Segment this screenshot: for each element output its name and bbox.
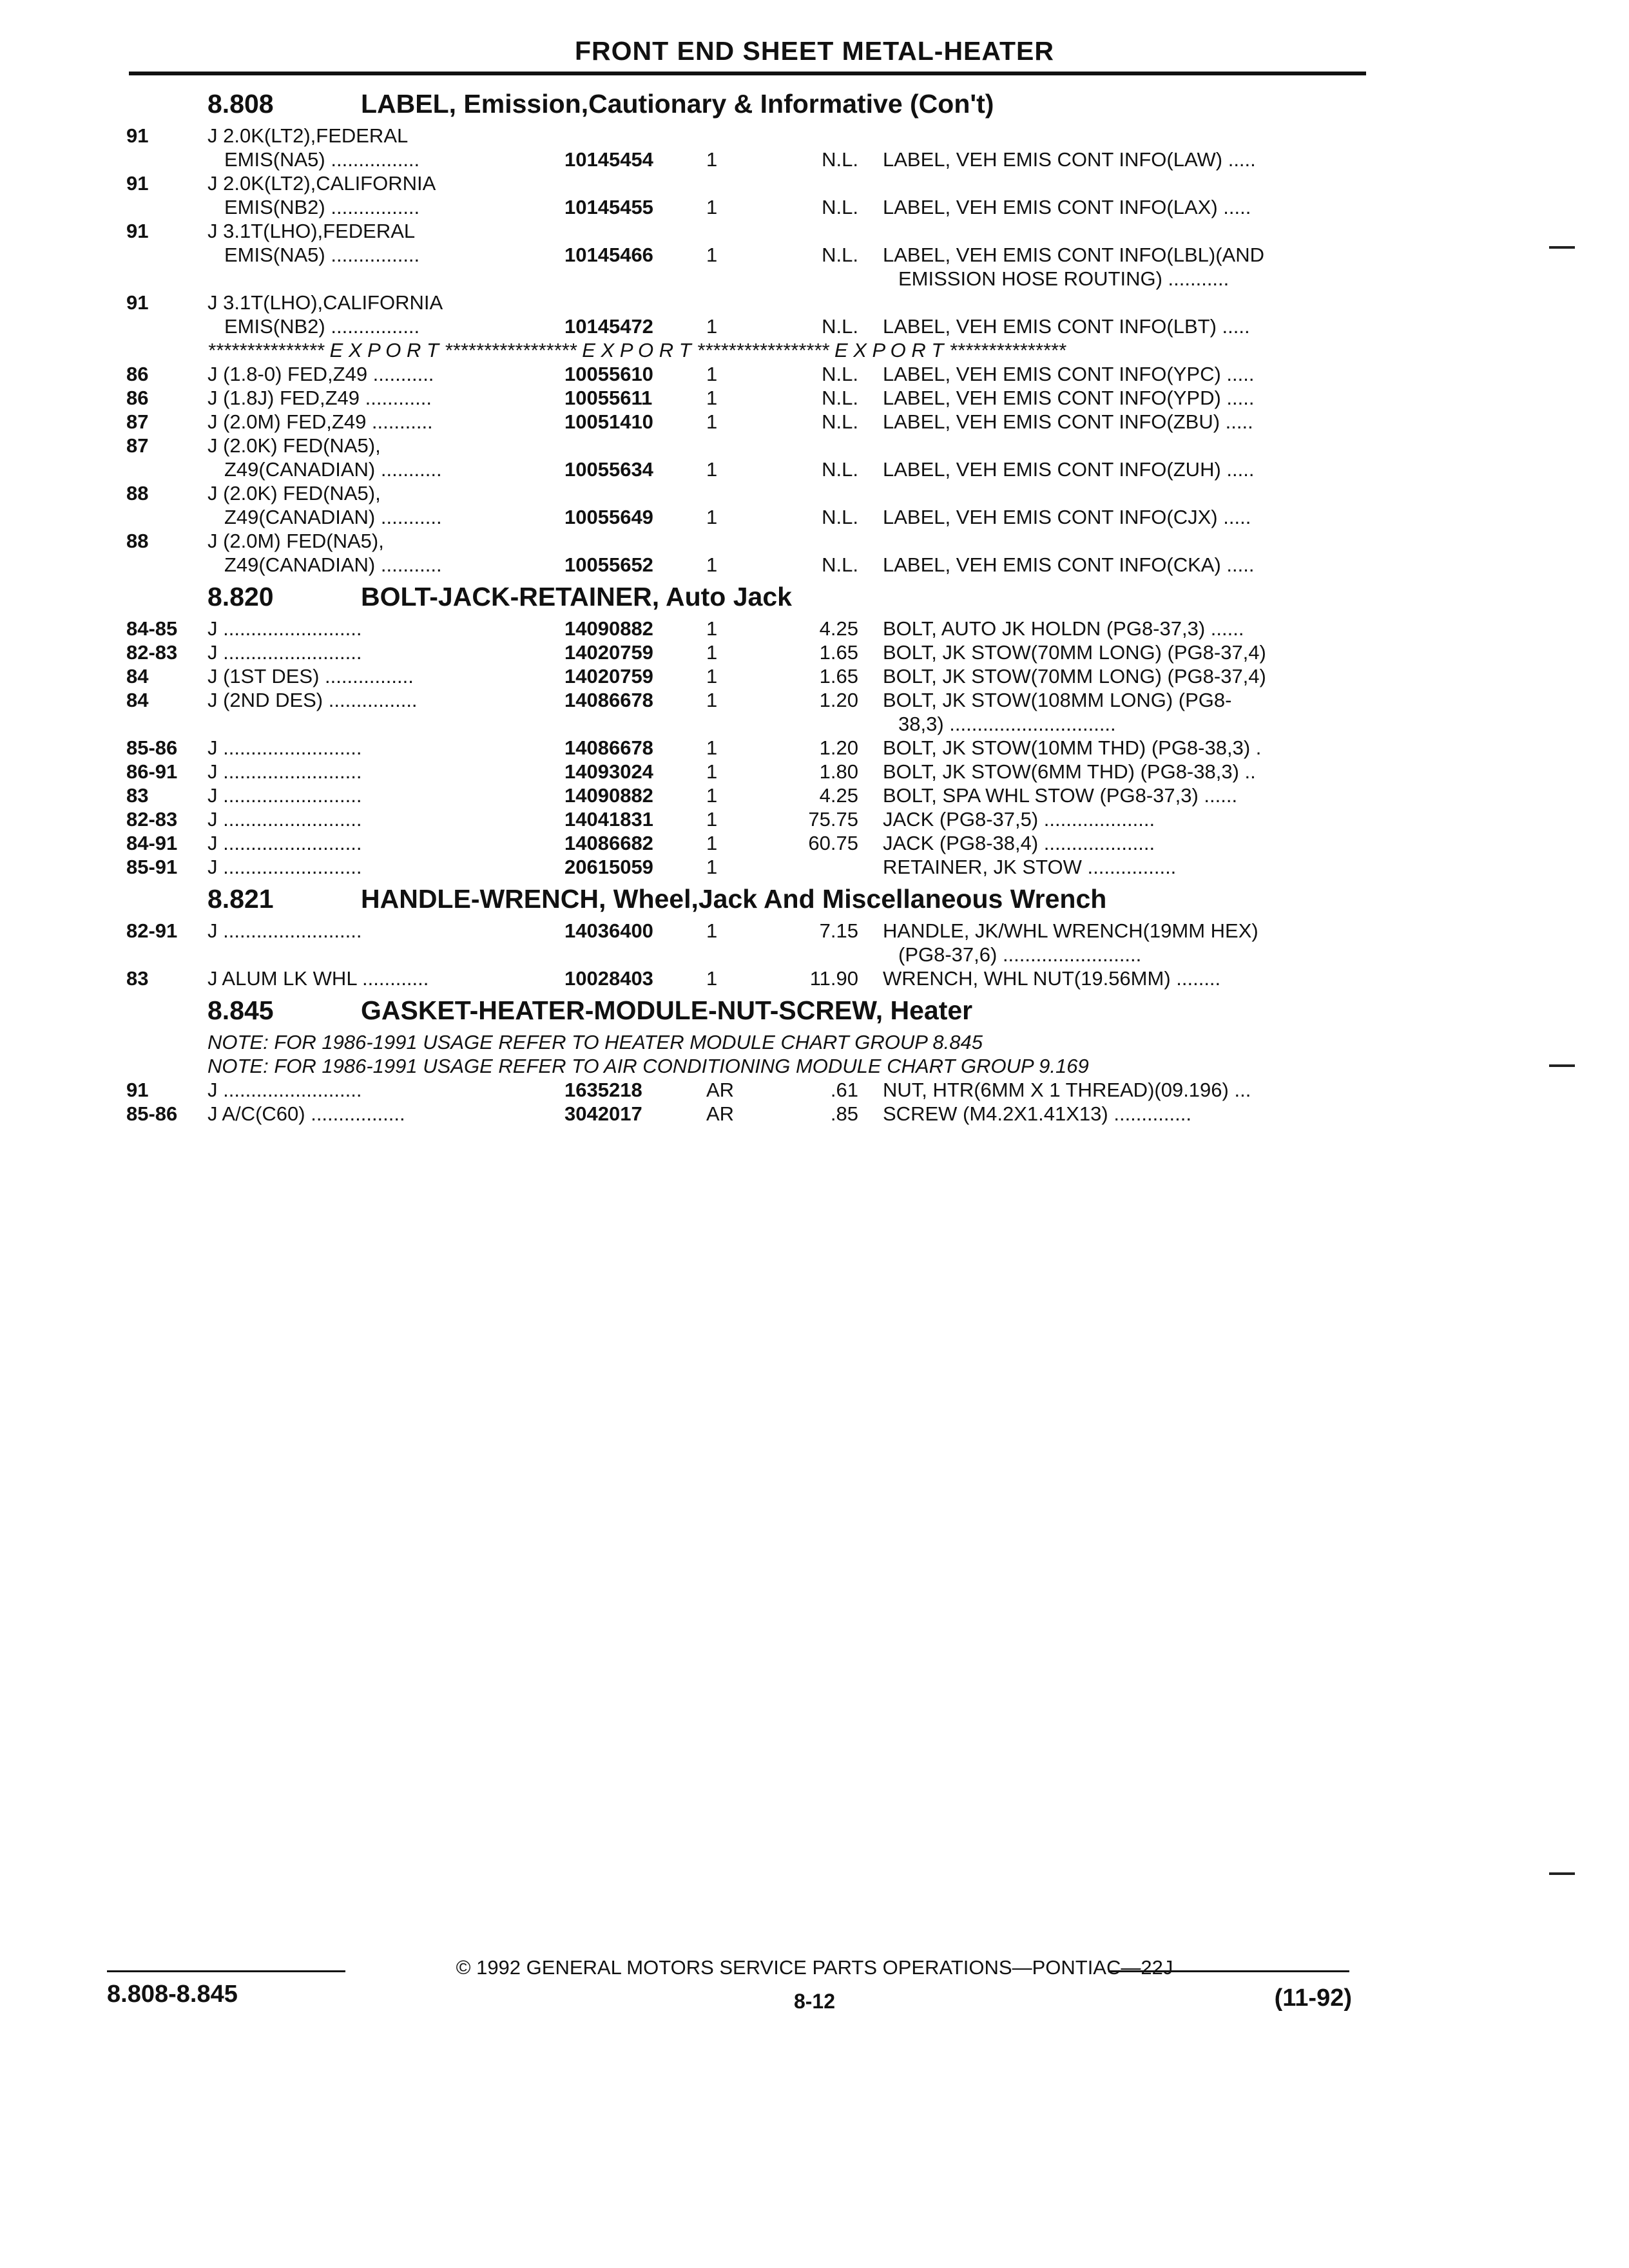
part-number-cell: 14036400 [564, 919, 653, 942]
header-rule [129, 72, 1366, 75]
section-title: BOLT-JACK-RETAINER, Auto Jack [361, 582, 792, 611]
usage-note [0, 1030, 1629, 1054]
section-header [0, 84, 1629, 124]
description-cell: J ......................... [207, 617, 362, 640]
note-text: NOTE: FOR 1986-1991 USAGE REFER TO HEATER MODULE CHART GROUP 8.845 [207, 1031, 983, 1053]
edge-mark [1549, 1872, 1575, 1875]
description-cell: J 3.1T(LHO),FEDERAL [207, 220, 416, 242]
table-row [0, 919, 1629, 943]
part-name-cell: RETAINER, JK STOW ................ [883, 856, 1177, 878]
part-number-cell: 10145472 [564, 315, 653, 338]
part-number-cell: 14020759 [564, 641, 653, 664]
quantity-cell: 1 [706, 244, 718, 266]
year-cell: 84 [126, 665, 149, 687]
quantity-cell: 1 [706, 856, 718, 878]
quantity-cell: 1 [706, 736, 718, 759]
year-cell: 85-91 [126, 856, 178, 878]
table-row [0, 712, 1629, 736]
year-cell: 84-85 [126, 617, 178, 640]
part-name-cell: JACK (PG8-37,5) .................... [883, 808, 1155, 831]
quantity-cell: 1 [706, 967, 718, 990]
description-cont-cell: EMIS(NA5) ................ [224, 244, 420, 266]
section-title: GASKET-HEATER-MODULE-NUT-SCREW, Heater [361, 995, 973, 1025]
table-row [0, 434, 1629, 457]
table-row [0, 855, 1629, 879]
year-cell: 86 [126, 363, 149, 385]
price-cell: N.L. [822, 196, 858, 218]
part-name-cell: LABEL, VEH EMIS CONT INFO(ZUH) ..... [883, 458, 1255, 481]
part-number-cell: 10145454 [564, 148, 653, 171]
part-number-cell: 10055634 [564, 458, 653, 481]
section-title: HANDLE-WRENCH, Wheel,Jack And Miscellaneous Wrench [361, 884, 1107, 914]
quantity-cell: 1 [706, 458, 718, 481]
quantity-cell: 1 [706, 919, 718, 942]
part-number-cell: 14086678 [564, 736, 653, 759]
description-cell: J 2.0K(LT2),FEDERAL [207, 124, 409, 147]
description-cell: J (1.8-0) FED,Z49 ........... [207, 363, 434, 385]
part-name-cell: LABEL, VEH EMIS CONT INFO(CJX) ..... [883, 506, 1251, 528]
price-cell: N.L. [822, 458, 858, 481]
description-cell: J (2.0K) FED(NA5), [207, 482, 381, 505]
description-cell: J ALUM LK WHL ............ [207, 967, 429, 990]
description-cont-cell: Z49(CANADIAN) ........... [224, 553, 442, 576]
section-number: 8.808 [207, 89, 274, 119]
part-name-cell: NUT, HTR(6MM X 1 THREAD)(09.196) ... [883, 1079, 1251, 1101]
quantity-cell: 1 [706, 196, 718, 218]
quantity-cell: 1 [706, 506, 718, 528]
table-row [0, 736, 1629, 760]
quantity-cell: AR [706, 1102, 735, 1125]
part-number-cell: 14086678 [564, 689, 653, 711]
part-number-cell: 10051410 [564, 410, 653, 433]
table-row [0, 267, 1629, 291]
part-name-cell: LABEL, VEH EMIS CONT INFO(LBT) ..... [883, 315, 1250, 338]
price-cell: 60.75 [808, 832, 858, 854]
price-cell: 1.20 [819, 736, 858, 759]
quantity-cell: 1 [706, 808, 718, 831]
quantity-cell: 1 [706, 387, 718, 409]
part-name-cell: LABEL, VEH EMIS CONT INFO(YPC) ..... [883, 363, 1255, 385]
year-cell: 87 [126, 410, 149, 433]
price-cell: 75.75 [808, 808, 858, 831]
year-cell: 82-83 [126, 641, 178, 664]
part-number-cell: 10055610 [564, 363, 653, 385]
price-cell: N.L. [822, 410, 858, 433]
part-name-cell: LABEL, VEH EMIS CONT INFO(LBL)(AND [883, 244, 1264, 266]
price-cell: 4.25 [819, 617, 858, 640]
table-row [0, 410, 1629, 434]
price-cell: 1.65 [819, 641, 858, 664]
export-divider-text: *************** E X P O R T ***************** E X P O R T ***************** E X P O R T *************** [207, 339, 1066, 361]
description-cell: J ......................... [207, 856, 362, 878]
part-name-cell: BOLT, JK STOW(70MM LONG) (PG8-37,4) [883, 641, 1266, 664]
table-row [0, 943, 1629, 966]
price-cell: N.L. [822, 148, 858, 171]
table-row [0, 457, 1629, 481]
description-cell: J ......................... [207, 784, 362, 807]
table-row [0, 664, 1629, 688]
page-title: FRONT END SHEET METAL-HEATER [575, 36, 1054, 66]
price-cell: N.L. [822, 244, 858, 266]
quantity-cell: 1 [706, 760, 718, 783]
export-divider [0, 338, 1629, 362]
description-cell: J (1ST DES) ................ [207, 665, 414, 687]
description-cell: J 2.0K(LT2),CALIFORNIA [207, 172, 436, 195]
description-cell: J A/C(C60) ................. [207, 1102, 405, 1125]
section-number: 8.820 [207, 582, 274, 611]
table-row [0, 529, 1629, 553]
section-number: 8.821 [207, 884, 274, 914]
part-number-cell: 14090882 [564, 784, 653, 807]
table-row [0, 1102, 1629, 1126]
price-cell: 4.25 [819, 784, 858, 807]
table-row [0, 1078, 1629, 1102]
part-name-cell: LABEL, VEH EMIS CONT INFO(LAX) ..... [883, 196, 1251, 218]
table-row [0, 760, 1629, 783]
part-number-cell: 10055649 [564, 506, 653, 528]
table-row [0, 617, 1629, 640]
usage-note [0, 1054, 1629, 1078]
price-cell: 7.15 [819, 919, 858, 942]
price-cell: N.L. [822, 553, 858, 576]
description-cont-cell: Z49(CANADIAN) ........... [224, 458, 442, 481]
part-number-cell: 3042017 [564, 1102, 642, 1125]
description-cont-cell: EMIS(NB2) ................ [224, 315, 420, 338]
part-name-cell: BOLT, JK STOW(108MM LONG) (PG8- [883, 689, 1232, 711]
part-name-cell: LABEL, VEH EMIS CONT INFO(YPD) ..... [883, 387, 1255, 409]
table-row [0, 386, 1629, 410]
part-name-cell: LABEL, VEH EMIS CONT INFO(LAW) ..... [883, 148, 1256, 171]
part-number-cell: 20615059 [564, 856, 653, 878]
footer-section-range: 8.808-8.845 [107, 1981, 238, 2008]
table-row [0, 966, 1629, 990]
price-cell: 1.65 [819, 665, 858, 687]
part-name-cell: BOLT, JK STOW(70MM LONG) (PG8-37,4) [883, 665, 1266, 687]
footer-copyright: © 1992 GENERAL MOTORS SERVICE PARTS OPERATIONS—PONTIAC—22J [456, 1956, 1173, 1979]
table-row [0, 291, 1629, 314]
description-cont-cell: Z49(CANADIAN) ........... [224, 506, 442, 528]
part-name-cell: BOLT, SPA WHL STOW (PG8-37,3) ...... [883, 784, 1238, 807]
description-cell: J ......................... [207, 832, 362, 854]
table-row [0, 195, 1629, 219]
price-cell: 1.20 [819, 689, 858, 711]
parts-list [0, 84, 1629, 1126]
table-row [0, 505, 1629, 529]
note-text: NOTE: FOR 1986-1991 USAGE REFER TO AIR CONDITIONING MODULE CHART GROUP 9.169 [207, 1055, 1089, 1077]
description-cell: J (2ND DES) ................ [207, 689, 418, 711]
table-row [0, 807, 1629, 831]
description-cont-cell: EMIS(NA5) ................ [224, 148, 420, 171]
description-cell: J ......................... [207, 760, 362, 783]
year-cell: 82-83 [126, 808, 178, 831]
part-number-cell: 10145466 [564, 244, 653, 266]
year-cell: 85-86 [126, 1102, 178, 1125]
quantity-cell: 1 [706, 689, 718, 711]
part-number-cell: 10028403 [564, 967, 653, 990]
price-cell: .61 [830, 1079, 858, 1101]
part-name-cell: LABEL, VEH EMIS CONT INFO(ZBU) ..... [883, 410, 1253, 433]
section-header [0, 990, 1629, 1030]
table-row [0, 553, 1629, 577]
year-cell: 84-91 [126, 832, 178, 854]
table-row [0, 831, 1629, 855]
table-row [0, 362, 1629, 386]
part-name-cell: HANDLE, JK/WHL WRENCH(19MM HEX) [883, 919, 1258, 942]
section-title: LABEL, Emission,Cautionary & Informative (Con't) [361, 89, 994, 119]
description-cell: J ......................... [207, 641, 362, 664]
description-cell: J ......................... [207, 919, 362, 942]
quantity-cell: 1 [706, 148, 718, 171]
part-name-cell: SCREW (M4.2X1.41X13) .............. [883, 1102, 1191, 1125]
part-number-cell: 14020759 [564, 665, 653, 687]
part-name-cont-cell: 38,3) .............................. [898, 713, 1116, 735]
description-cell: J (1.8J) FED,Z49 ............ [207, 387, 432, 409]
table-row [0, 124, 1629, 148]
description-cell: J ......................... [207, 808, 362, 831]
part-name-cell: JACK (PG8-38,4) .................... [883, 832, 1155, 854]
price-cell: 1.80 [819, 760, 858, 783]
table-row [0, 640, 1629, 664]
part-number-cell: 14041831 [564, 808, 653, 831]
part-number-cell: 14086682 [564, 832, 653, 854]
part-name-cont-cell: (PG8-37,6) ......................... [898, 943, 1142, 966]
part-number-cell: 10145455 [564, 196, 653, 218]
table-row [0, 314, 1629, 338]
price-cell: 11.90 [809, 967, 858, 990]
year-cell: 87 [126, 434, 149, 457]
quantity-cell: 1 [706, 410, 718, 433]
quantity-cell: 1 [706, 315, 718, 338]
part-name-cell: WRENCH, WHL NUT(19.56MM) ........ [883, 967, 1221, 990]
year-cell: 91 [126, 1079, 149, 1101]
year-cell: 86 [126, 387, 149, 409]
part-name-cell: BOLT, AUTO JK HOLDN (PG8-37,3) ...... [883, 617, 1244, 640]
edge-mark [1549, 1064, 1575, 1067]
table-row [0, 219, 1629, 243]
description-cell: J (2.0M) FED,Z49 ........... [207, 410, 433, 433]
footer-date: (11-92) [1274, 1984, 1352, 2012]
price-cell: .85 [830, 1102, 858, 1125]
price-cell: N.L. [822, 363, 858, 385]
year-cell: 91 [126, 124, 149, 147]
year-cell: 91 [126, 220, 149, 242]
footer-page-number: 8-12 [793, 1990, 836, 2013]
description-cont-cell: EMIS(NB2) ................ [224, 196, 420, 218]
table-row [0, 148, 1629, 171]
description-cell: J (2.0M) FED(NA5), [207, 530, 384, 552]
description-cell: J 3.1T(LHO),CALIFORNIA [207, 291, 443, 314]
part-name-cell: BOLT, JK STOW(10MM THD) (PG8-38,3) . [883, 736, 1262, 759]
table-row [0, 481, 1629, 505]
table-row [0, 783, 1629, 807]
part-number-cell: 14093024 [564, 760, 653, 783]
quantity-cell: 1 [706, 832, 718, 854]
part-name-cont-cell: EMISSION HOSE ROUTING) ........... [898, 267, 1229, 290]
section-header [0, 577, 1629, 617]
year-cell: 82-91 [126, 919, 178, 942]
year-cell: 85-86 [126, 736, 178, 759]
description-cell: J ......................... [207, 736, 362, 759]
description-cell: J ......................... [207, 1079, 362, 1101]
price-cell: N.L. [822, 387, 858, 409]
year-cell: 83 [126, 784, 149, 807]
price-cell: N.L. [822, 506, 858, 528]
quantity-cell: 1 [706, 784, 718, 807]
part-number-cell: 10055652 [564, 553, 653, 576]
year-cell: 84 [126, 689, 149, 711]
year-cell: 88 [126, 482, 149, 505]
description-cell: J (2.0K) FED(NA5), [207, 434, 381, 457]
quantity-cell: 1 [706, 641, 718, 664]
table-row [0, 171, 1629, 195]
year-cell: 91 [126, 172, 149, 195]
year-cell: 83 [126, 967, 149, 990]
table-row [0, 688, 1629, 712]
price-cell: N.L. [822, 315, 858, 338]
part-name-cell: BOLT, JK STOW(6MM THD) (PG8-38,3) .. [883, 760, 1256, 783]
year-cell: 91 [126, 291, 149, 314]
section-number: 8.845 [207, 995, 274, 1025]
table-row [0, 243, 1629, 267]
quantity-cell: 1 [706, 665, 718, 687]
part-number-cell: 1635218 [564, 1079, 642, 1101]
edge-mark [1549, 246, 1575, 249]
year-cell: 86-91 [126, 760, 178, 783]
quantity-cell: AR [706, 1079, 735, 1101]
part-number-cell: 14090882 [564, 617, 653, 640]
quantity-cell: 1 [706, 553, 718, 576]
part-number-cell: 10055611 [564, 387, 653, 409]
year-cell: 88 [126, 530, 149, 552]
section-header [0, 879, 1629, 919]
part-name-cell: LABEL, VEH EMIS CONT INFO(CKA) ..... [883, 553, 1255, 576]
quantity-cell: 1 [706, 617, 718, 640]
quantity-cell: 1 [706, 363, 718, 385]
